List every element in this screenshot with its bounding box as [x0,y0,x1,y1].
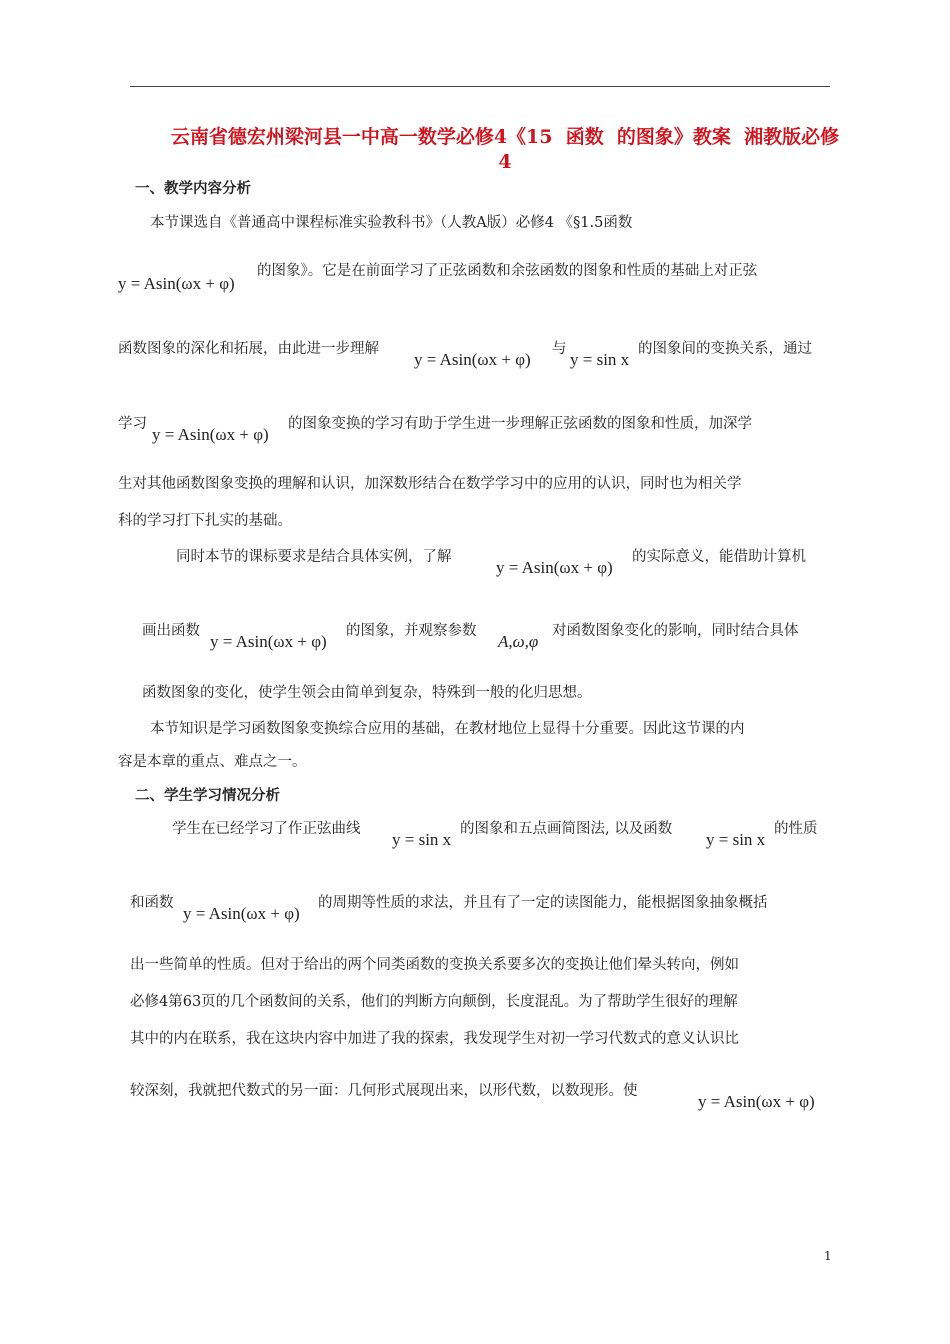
document-title: 云南省德宏州梁河县一中高一数学必修4《15 函数 的图象》教案 湘教版必修4 [170,126,840,173]
paragraph-line: 画出函数 [142,623,200,639]
formula: y = sin x [706,830,766,849]
formula: y = Asin(ωx + φ) [414,350,531,369]
formula: y = sin x [392,830,452,849]
formula: y = Asin(ωx + φ) [183,904,300,923]
paragraph-line: 对函数图象变化的影响，同时结合具体 [552,623,799,639]
formula: y = Asin(ωx + φ) [118,274,235,293]
paragraph-line: 学习 [118,416,147,432]
paragraph-line: 的图象间的变换关系，通过 [638,341,812,357]
paragraph-line: 必修4第63页的几个函数间的关系，他们的判断方向颠倒，长度混乱。为了帮助学生很好的理解 [130,994,738,1010]
paragraph-line: 的图象变换的学习有助于学生进一步理解正弦函数的图象和性质，加深学 [288,416,752,432]
paragraph-line: 与 [552,341,567,357]
paragraph-line: 本节知识是学习函数图象变换综合应用的基础，在教材地位上显得十分重要。因此这节课的内 [150,721,745,737]
paragraph-line: 科的学习打下扎实的基础。 [118,513,292,529]
formula: y = Asin(ωx + φ) [698,1092,815,1111]
header-rule [130,86,830,87]
section-heading-2: 二、学生学习情况分析 [135,787,280,804]
formula: y = Asin(ωx + φ) [496,558,613,577]
paragraph-line: 的图象，并观察参数 [346,623,477,639]
paragraph-line: 和函数 [130,895,174,911]
paragraph-line: 函数图象的变化，使学生领会由简单到复杂，特殊到一般的化归思想。 [142,685,592,701]
paragraph-line: 的实际意义，能借助计算机 [632,549,806,565]
paragraph-line: 其中的内在联系，我在这块内容中加进了我的探索，我发现学生对初一学习代数式的意义认识比 [130,1031,739,1047]
paragraph-line: 的周期等性质的求法，并且有了一定的读图能力，能根据图象抽象概括 [318,895,768,911]
formula: y = sin x [570,350,630,369]
page-number: 1 [824,1249,832,1263]
formula: y = Asin(ωx + φ) [152,425,269,444]
paragraph-line: 的图象和五点画简图法, 以及函数 [460,821,673,837]
formula-params: A,ω,φ [498,632,539,651]
section-heading-1: 一、教学内容分析 [135,180,251,197]
formula: y = Asin(ωx + φ) [210,632,327,651]
paragraph-line: 生对其他函数图象变换的理解和认识，加深数形结合在数学学习中的应用的认识，同时也为相关学 [118,476,742,492]
paragraph-line: 出一些简单的性质。但对于给出的两个同类函数的变换关系要多次的变换让他们晕头转向，例如 [130,957,739,973]
paragraph-line: 的图象》。它是在前面学习了正弦函数和余弦函数的图象和性质的基础上对正弦 [257,263,758,279]
paragraph-line: 本节课选自《普通高中课程标准实验教科书》（人教A版）必修4 《§1.5函数 [150,215,633,231]
paragraph-line: 同时本节的课标要求是结合具体实例，了解 [176,549,452,565]
paragraph-line: 的性质 [774,821,818,837]
paragraph-line: 容是本章的重点、难点之一。 [118,754,307,770]
paragraph-line: 较深刻，我就把代数式的另一面：几何形式展现出来，以形代数，以数现形。使 [130,1083,638,1099]
paragraph-line: 函数图象的深化和拓展，由此进一步理解 [118,341,379,357]
paragraph-line: 学生在已经学习了作正弦曲线 [172,821,361,837]
